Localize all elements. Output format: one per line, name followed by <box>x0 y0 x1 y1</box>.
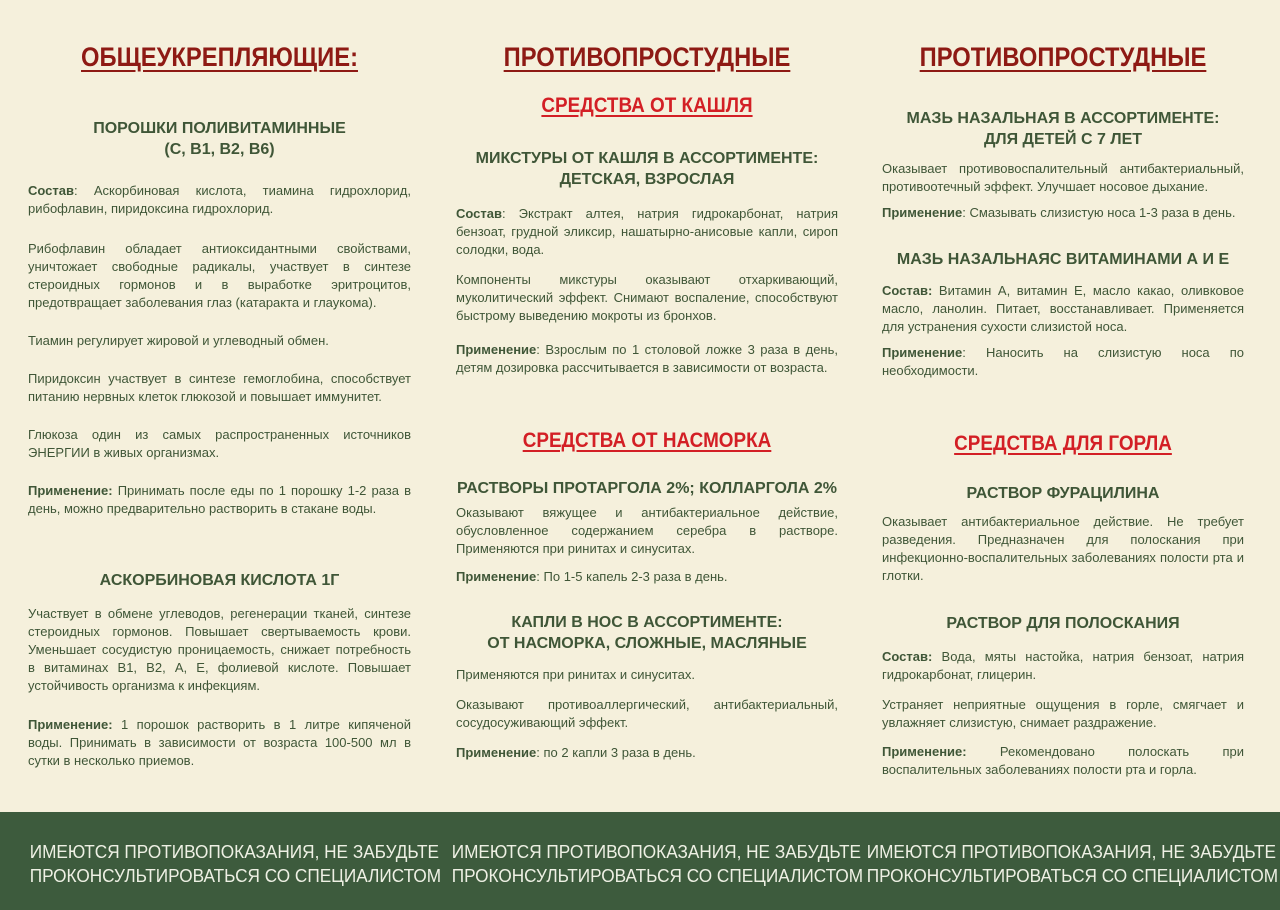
footer-warning-1: ИМЕЮТСЯ ПРОТИВОПОКАЗАНИЯ, НЕ ЗАБУДЬТЕ ПРОКОНСУЛЬТИРОВАТЬСЯ СО СПЕЦИАЛИСТОМ <box>29 841 442 886</box>
product-description: Применяются при ринитах и синуситах. <box>456 667 695 682</box>
product-description: Глюкоза один из самых распространенных источников ЭНЕРГИИ в живых организмах. <box>28 427 411 460</box>
product-description: Устраняет неприятные ощущения в горле, смягчает и увлажняет слизистую, снимает раздражение. <box>882 697 1244 730</box>
product-usage: Применение: Смазывать слизистую носа 1-3 раза в день. <box>882 205 1236 220</box>
product-description: Тиамин регулирует жировой и углеводный обмен. <box>28 333 329 348</box>
column-title: ПРОТИВОПРОСТУДНЫЕ <box>503 42 791 72</box>
footer-warning-2: ИМЕЮТСЯ ПРОТИВОПОКАЗАНИЯ, НЕ ЗАБУДЬТЕ ПРОКОНСУЛЬТИРОВАТЬСЯ СО СПЕЦИАЛИСТОМ <box>451 841 864 886</box>
contraindications-footer <box>0 812 1280 910</box>
column-cold-remedies-2 <box>882 0 1244 812</box>
product-description: Пиридоксин участвует в синтезе гемоглобина, способствует питанию нервных клеток глюкозой и повышает иммунитет. <box>28 371 411 404</box>
column-title: ПРОТИВОПРОСТУДНЫЕ <box>919 42 1207 72</box>
product-composition: Состав: Вода, мяты настойка, натрия бензоат, натрия гидрокарбонат, глицерин. <box>882 649 1244 682</box>
column-cold-remedies <box>456 0 838 812</box>
product-name: РАСТВОР ФУРАЦИЛИНА <box>966 485 1160 502</box>
product-composition: Состав: Витамин А, витамин Е, масло какао, оливковое масло, ланолин. Питает, восстанавливает. Применяется для устранения сухости слизистой носа. <box>882 283 1244 334</box>
product-description: Оказывают вяжущее и антибактериальное действие, обусловленное содержанием серебра в растворе. Применяются при ринитах и синуситах. <box>456 505 838 556</box>
footer-warning-3: ИМЕЮТСЯ ПРОТИВОПОКАЗАНИЯ, НЕ ЗАБУДЬТЕ ПРОКОНСУЛЬТИРОВАТЬСЯ СО СПЕЦИАЛИСТОМ <box>866 841 1279 886</box>
product-usage: Применение: Взрослым по 1 столовой ложке 3 раза в день, детям дозировка рассчитывается в зависимости от возраста. <box>456 342 838 375</box>
product-usage: Применение: Рекомендовано полоскать при воспалительных заболеваниях полости рта и горла. <box>882 744 1244 777</box>
product-description: Участвует в обмене углеводов, регенерации тканей, синтезе стероидных гормонов. Повышает свертываемость крови. Уменьшает сосудистую проницаемость, снижает потребность в витаминах В1, В2, А, Е, фолиевой кислоте. Повышает устойчивость организма к инфекциям. <box>28 606 411 693</box>
product-composition: Состав: Аскорбиновая кислота, тиамина гидрохлорид, рибофлавин, пиридоксина гидрохлорид. <box>28 183 411 216</box>
product-name: КАПЛИ В НОС В АССОРТИМЕНТЕ: ОТ НАСМОРКА, СЛОЖНЫЕ, МАСЛЯНЫЕ <box>487 614 807 652</box>
column-general-strengthening <box>28 0 411 812</box>
product-usage: Применение: по 2 капли 3 раза в день. <box>456 745 696 760</box>
product-description: Компоненты микстуры оказывают отхаркивающий, муколитический эффект. Снимают воспаление, способствуют быстрому выведению мокроты из бронхов. <box>456 272 838 323</box>
product-description: Оказывают противоаллергический, антибактериальный, сосудосуживающий эффект. <box>456 697 838 730</box>
product-usage: Применение: Наносить на слизистую носа по необходимости. <box>882 345 1244 378</box>
product-description: Оказывает противовоспалительный антибактериальный, противоотечный эффект. Улучшает носовое дыхание. <box>882 161 1244 194</box>
product-name: МИКСТУРЫ ОТ КАШЛЯ В АССОРТИМЕНТЕ: ДЕТСКАЯ, ВЗРОСЛАЯ <box>475 150 819 188</box>
product-name: ПОРОШКИ ПОЛИВИТАМИННЫЕ (С, В1, В2, В6) <box>93 120 346 158</box>
product-name: АСКОРБИНОВАЯ КИСЛОТА 1Г <box>99 572 340 589</box>
section-title: СРЕДСТВА ОТ КАШЛЯ <box>541 94 753 117</box>
product-composition: Состав: Экстракт алтея, натрия гидрокарбонат, натрия бензоат, грудной эликсир, нашатырно-анисовые капли, сироп солодки, вода. <box>456 206 838 257</box>
product-description: Оказывает антибактериальное действие. Не требует разведения. Предназначен для полоскания при инфекционно-воспалительных заболеваниях полости рта и глотки. <box>882 514 1244 583</box>
product-usage: Применение: По 1-5 капель 2-3 раза в день. <box>456 569 728 584</box>
section-title: СРЕДСТВА ДЛЯ ГОРЛА <box>954 432 1172 455</box>
product-usage: Применение: Принимать после еды по 1 порошку 1-2 раза в день, можно предварительно растворить в стакане воды. <box>28 483 411 516</box>
product-name: МАЗЬ НАЗАЛЬНАЯ В АССОРТИМЕНТЕ: ДЛЯ ДЕТЕЙ С 7 ЛЕТ <box>906 110 1220 148</box>
section-title: СРЕДСТВА ОТ НАСМОРКА <box>522 429 772 452</box>
product-description: Рибофлавин обладает антиоксидантными свойствами, уничтожает свободные радикалы, участвует в синтезе стероидных гормонов и в выработке эритроцитов, предотвращает заболевания глаз (катаракта и глаукома). <box>28 241 411 310</box>
product-name: РАСТВОРЫ ПРОТАРГОЛА 2%; КОЛЛАРГОЛА 2% <box>457 480 837 497</box>
column-title: ОБЩЕУКРЕПЛЯЮЩИЕ: <box>81 42 358 72</box>
product-name: МАЗЬ НАЗАЛЬНАЯС ВИТАМИНАМИ А И Е <box>896 251 1230 268</box>
product-name: РАСТВОР ДЛЯ ПОЛОСКАНИЯ <box>946 615 1180 632</box>
product-usage: Применение: 1 порошок растворить в 1 литре кипяченой воды. Принимать в зависимости от возраста 100-500 мл в сутки в несколько приемов. <box>28 717 411 768</box>
